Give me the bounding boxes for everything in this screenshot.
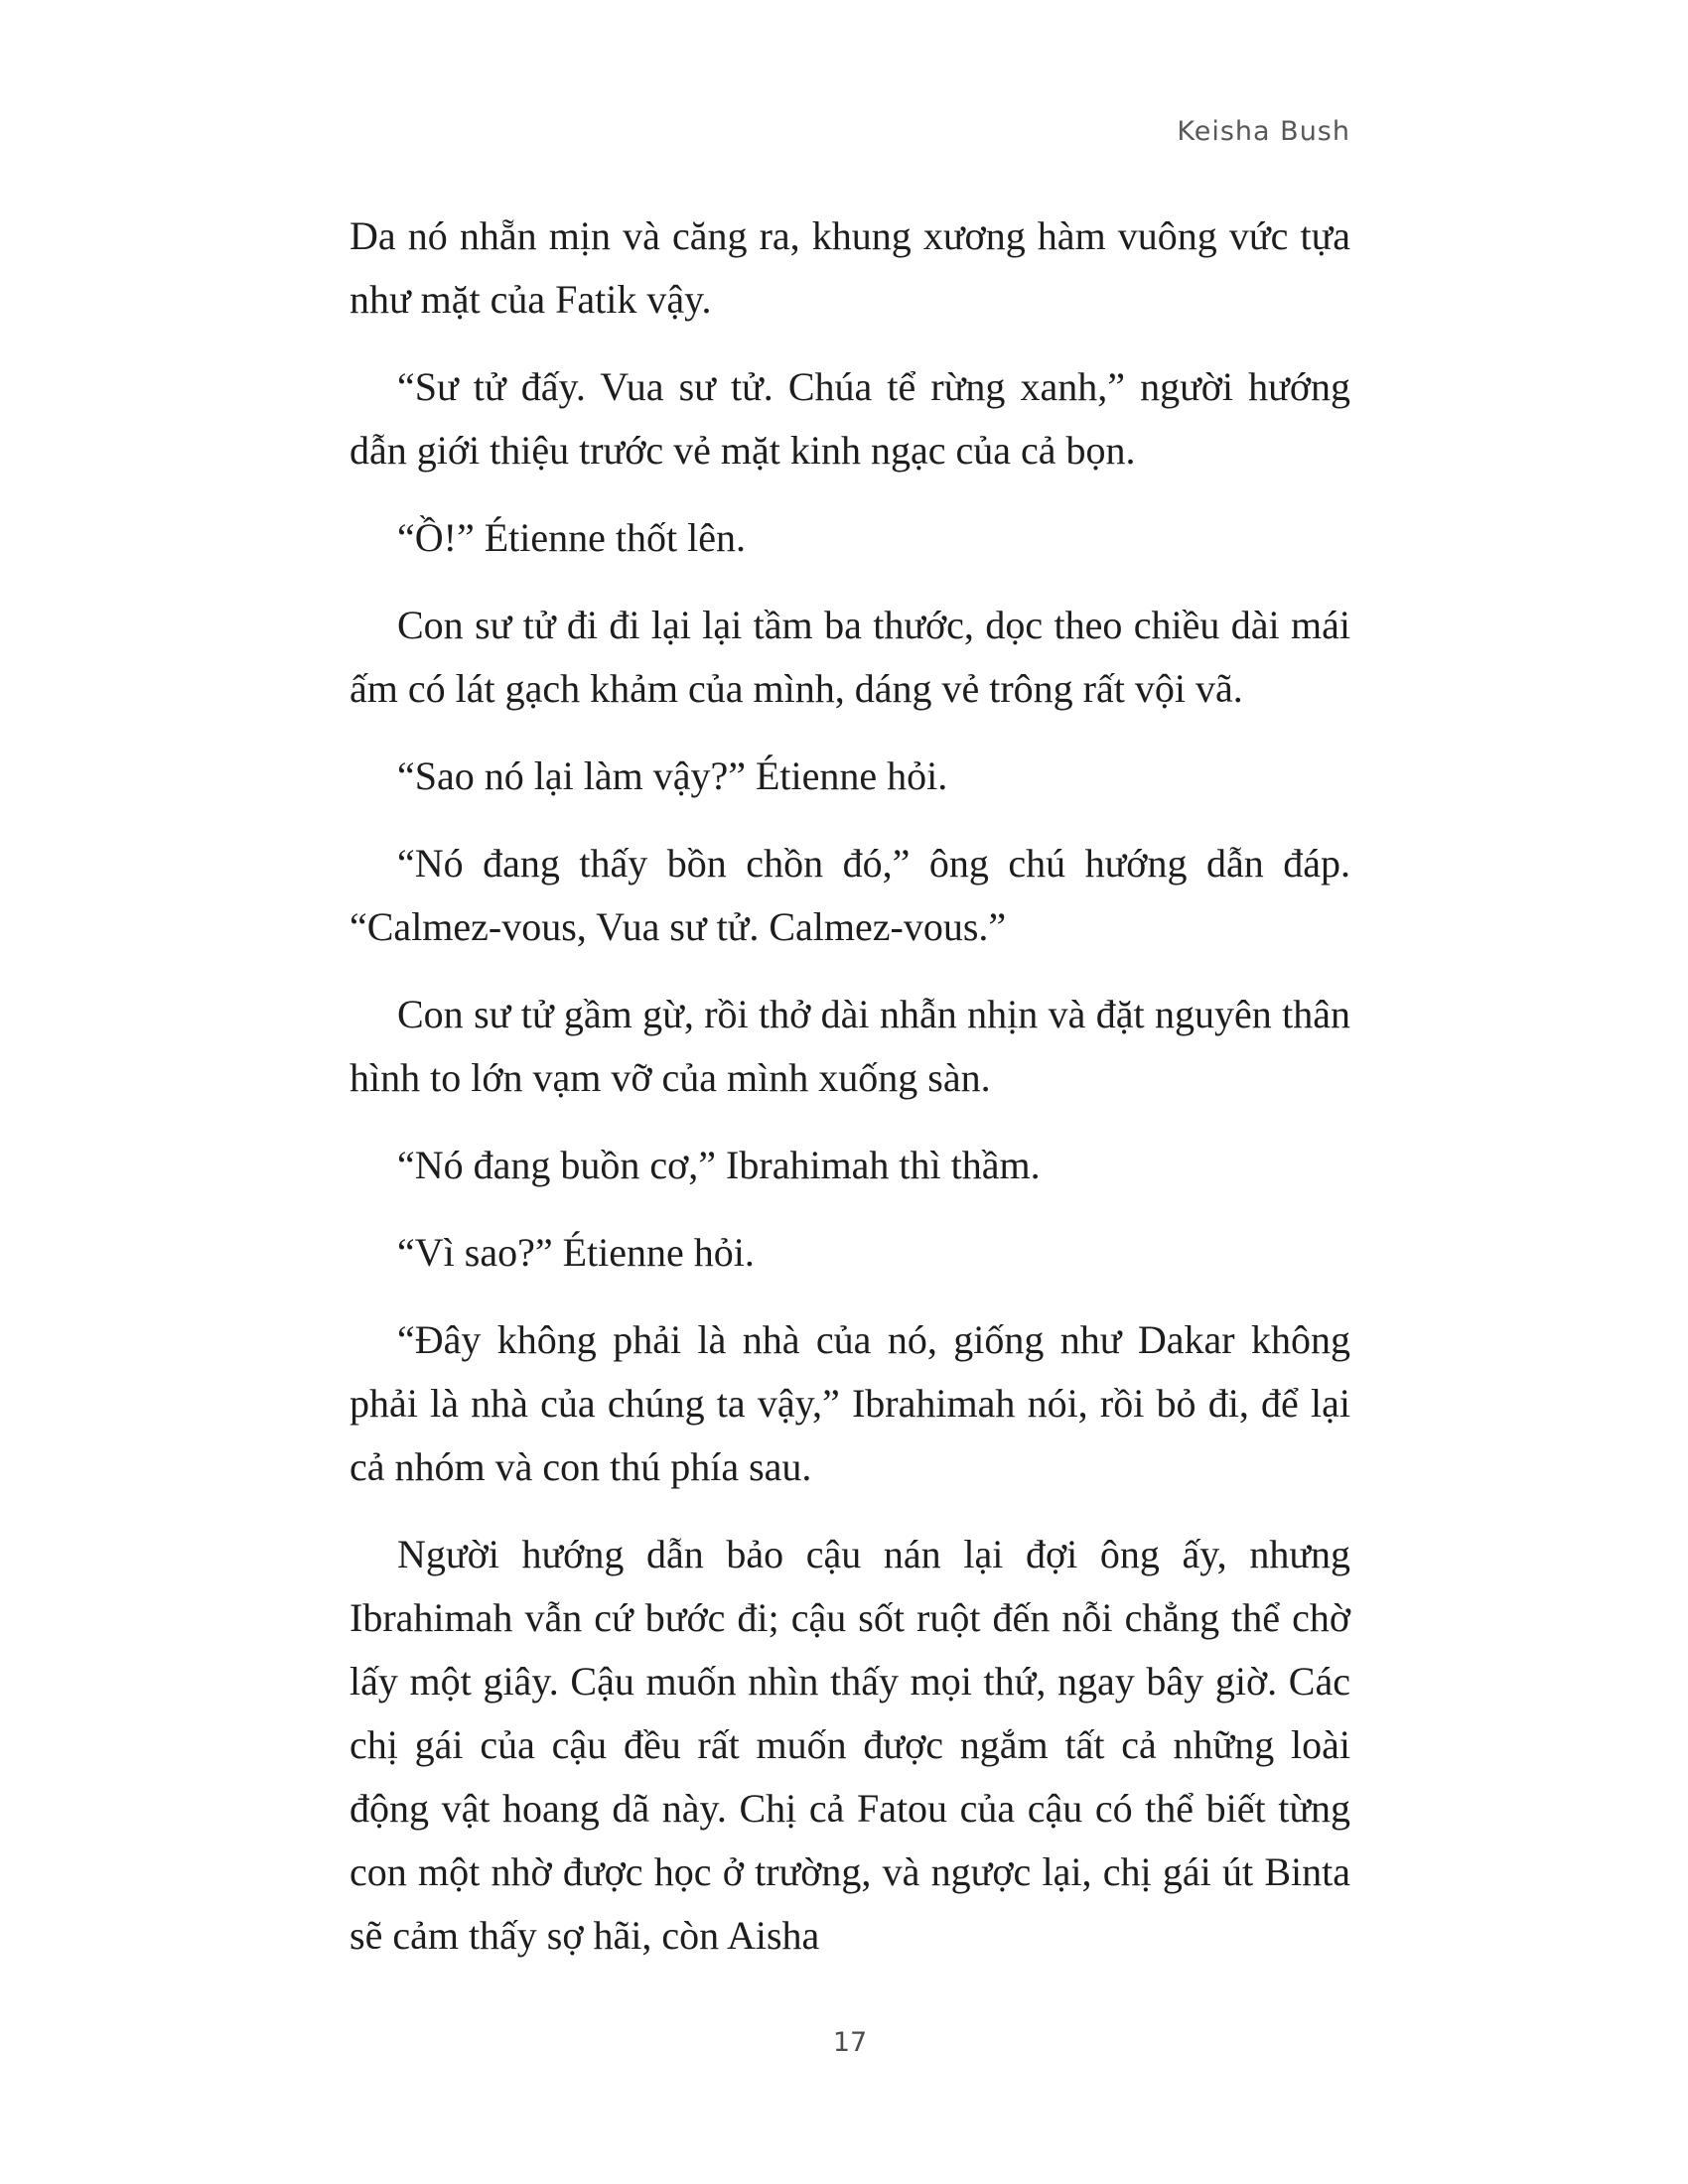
- paragraph: “Nó đang thấy bồn chồn đó,” ông chú hướng dẫn đáp. “Calmez-vous, Vua sư tử. Calmez-vous.”: [350, 841, 1350, 949]
- page-body: [350, 205, 1350, 1991]
- paragraph: Con sư tử đi đi lại lại tầm ba thước, dọc theo chiều dài mái ấm có lát gạch khảm của mình, dáng vẻ trông rất vội vã.: [350, 603, 1350, 711]
- page-number: 17: [832, 2027, 868, 2058]
- paragraph: “Ồ!” Étienne thốt lên.: [397, 515, 746, 560]
- running-header: [350, 113, 1350, 151]
- author-name: Keisha Bush: [1177, 116, 1350, 147]
- paragraph: “Đây không phải là nhà của nó, giống như Dakar không phải là nhà của chúng ta vậy,” Ibrahimah nói, rồi bỏ đi, để lại cả nhóm và con thú phía sau.: [350, 1317, 1350, 1489]
- folio: [350, 2027, 1350, 2058]
- paragraph: “Nó đang buồn cơ,” Ibrahimah thì thầm.: [397, 1143, 1041, 1187]
- paragraph: Da nó nhẵn mịn và căng ra, khung xương hàm vuông vức tựa như mặt của Fatik vậy.: [350, 213, 1350, 322]
- paragraph: Con sư tử gầm gừ, rồi thở dài nhẫn nhịn và đặt nguyên thân hình to lớn vạm vỡ của mình xuống sàn.: [350, 992, 1350, 1100]
- paragraph: “Sư tử đấy. Vua sư tử. Chúa tể rừng xanh,” người hướng dẫn giới thiệu trước vẻ mặt kinh ngạc của cả bọn.: [350, 364, 1350, 473]
- paragraph: “Vì sao?” Étienne hỏi.: [397, 1230, 755, 1275]
- paragraph: Người hướng dẫn bảo cậu nán lại đợi ông ấy, nhưng Ibrahimah vẫn cứ bước đi; cậu sốt ruột đến nỗi chẳng thể chờ lấy một giây. Cậu muốn nhìn thấy mọi thứ, ngay bây giờ. Các chị gái của cậu đều rất muốn được ngắm tất cả những loài động vật hoang dã này. Chị cả Fatou của cậu có thể biết từng con một nhờ được học ở trường, và ngược lại, chị gái út Binta sẽ cảm thấy sợ hãi, còn Aisha: [350, 1532, 1350, 1958]
- paragraph: “Sao nó lại làm vậy?” Étienne hỏi.: [397, 753, 948, 798]
